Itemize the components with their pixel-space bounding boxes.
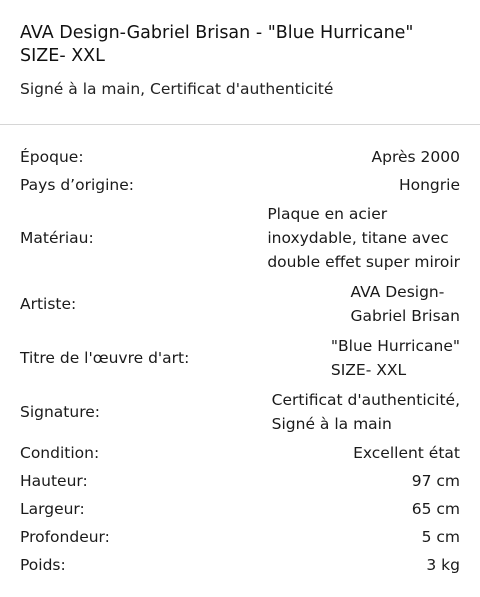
spec-row-artiste (0, 277, 480, 331)
spec-label: Profondeur: (20, 528, 110, 546)
spec-row-poids (0, 551, 480, 579)
spec-label: Hauteur: (20, 472, 88, 490)
spec-value: "Blue Hurricane" SIZE- XXL (330, 337, 460, 379)
spec-row-materiau (0, 199, 480, 277)
spec-label: Titre de l'œuvre d'art: (20, 349, 190, 367)
spec-row-signature (0, 385, 480, 439)
spec-label: Matériau: (20, 229, 94, 247)
spec-value: Certificat d'authenticité, Signé à la main (271, 391, 460, 433)
spec-row-condition (0, 439, 480, 467)
spec-label: Artiste: (20, 295, 77, 313)
spec-label: Largeur: (20, 500, 85, 518)
product-subtitle: Signé à la main, Certificat d'authenticité (20, 80, 334, 98)
spec-label: Condition: (20, 444, 100, 462)
spec-value: 5 cm (421, 528, 460, 546)
spec-label: Pays d’origine: (20, 176, 134, 194)
spec-row-largeur (0, 495, 480, 523)
spec-value: Après 2000 (371, 148, 460, 166)
spec-row-hauteur (0, 467, 480, 495)
spec-value: Plaque en acier inoxydable, titane avec double effet super miroir (267, 205, 460, 271)
spec-row-titre (0, 331, 480, 385)
spec-label: Poids: (20, 556, 66, 574)
product-title: AVA Design-Gabriel Brisan - "Blue Hurricane" SIZE- XXL (20, 23, 414, 66)
spec-row-epoque (0, 143, 480, 171)
product-header (0, 0, 480, 101)
spec-value: Hongrie (398, 176, 460, 194)
spec-value: 3 kg (426, 556, 460, 574)
spec-value: Excellent état (353, 444, 460, 462)
spec-value: AVA Design- Gabriel Brisan (350, 283, 460, 325)
spec-value: 65 cm (411, 500, 460, 518)
specifications-list (0, 143, 480, 579)
spec-label: Époque: (20, 148, 84, 166)
spec-row-profondeur (0, 523, 480, 551)
spec-label: Signature: (20, 403, 100, 421)
spec-value: 97 cm (411, 472, 460, 490)
section-divider (0, 124, 480, 125)
spec-row-pays (0, 171, 480, 199)
